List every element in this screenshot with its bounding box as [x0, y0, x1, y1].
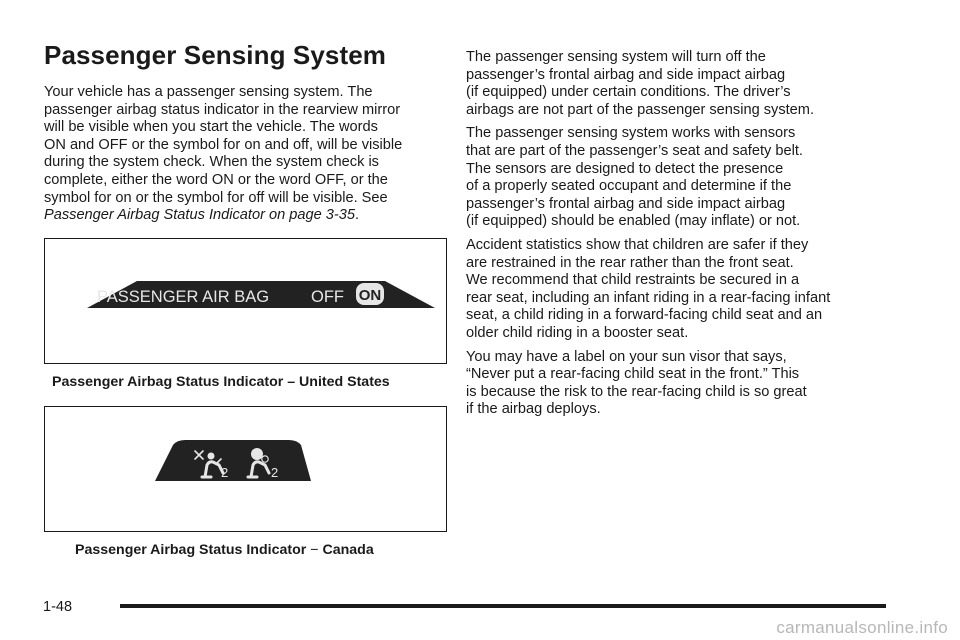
cross-reference-period: .	[355, 207, 360, 224]
text-line: “Never put a rear-facing child seat in the front.” This	[466, 366, 800, 383]
text-line: seat, a child riding in a forward-facing child seat and an	[466, 307, 823, 324]
text-line: are restrained in the rear rather than the front seat.	[466, 254, 794, 271]
right-column	[466, 49, 906, 425]
text-line: is because the risk to the rear-facing child is so great	[466, 383, 807, 400]
text-line: rear seat, including an infant riding in a rear-facing infant	[466, 289, 831, 306]
indicator-band	[155, 440, 311, 481]
figure-us-indicator	[44, 238, 447, 364]
intro-line: will be visible when you start the vehicle. The words	[44, 119, 378, 136]
indicator-off-text: OFF	[311, 288, 344, 306]
footer-rule	[120, 604, 886, 608]
paragraph-sensing-off	[466, 49, 906, 119]
caption-dash: −	[310, 542, 319, 558]
text-line: The passenger sensing system works with sensors	[466, 125, 796, 142]
text-line: airbags are not part of the passenger sensing system.	[466, 101, 815, 118]
text-line: passenger’s frontal airbag and side impact airbag	[466, 195, 786, 212]
text-line: that are part of the passenger’s seat and safety belt.	[466, 142, 803, 159]
canada-indicator-illustration	[45, 407, 446, 531]
seat-number-off: 2	[221, 465, 229, 480]
caption-text: Passenger Airbag Status Indicator	[75, 542, 307, 558]
text-line: Accident statistics show that children are safer if they	[466, 236, 809, 253]
intro-line: ON and OFF or the symbol for on and off, will be visible	[44, 136, 403, 153]
figure-canada-indicator	[44, 406, 447, 532]
watermark: carmanualsonline.info	[776, 618, 948, 637]
paragraph-sensors	[466, 125, 906, 231]
text-line: older child riding in a booster seat.	[466, 324, 689, 341]
cross-reference-link[interactable]: Passenger Airbag Status Indicator on page 3-35	[44, 207, 355, 224]
caption-country: Canada	[322, 542, 374, 558]
text-line: passenger’s frontal airbag and side impact airbag	[466, 66, 786, 83]
text-line: of a properly seated occupant and determine if the	[466, 178, 792, 195]
paragraph-sun-visor	[466, 349, 906, 419]
intro-line: during the system check. When the system check is	[44, 154, 379, 171]
intro-line: Your vehicle has a passenger sensing system. The	[44, 84, 373, 100]
text-line: The sensors are designed to detect the presence	[466, 160, 784, 177]
figure-canada-caption	[75, 542, 374, 558]
page-number: 1-48	[43, 599, 73, 615]
text-line: (if equipped) under certain conditions. The driver’s	[466, 84, 791, 101]
text-line: (if equipped) should be enabled (may inflate) or not.	[466, 213, 801, 230]
intro-line: symbol for on or the symbol for off will be visible. See	[44, 189, 388, 206]
intro-line: complete, either the word ON or the word OFF, or the	[44, 171, 388, 188]
cross-reference-line	[44, 207, 454, 225]
indicator-label: PASSENGER AIR BAG	[97, 288, 270, 306]
seat-number-on: 2	[271, 465, 279, 480]
paragraph-accident-statistics	[466, 237, 906, 343]
us-indicator-illustration	[45, 239, 446, 363]
indicator-on-text: ON	[358, 287, 382, 304]
left-column	[44, 84, 454, 231]
page-title: Passenger Sensing System	[44, 40, 386, 70]
text-line: We recommend that child restraints be secured in a	[466, 272, 800, 289]
text-line: You may have a label on your sun visor that says,	[466, 348, 787, 365]
text-line: The passenger sensing system will turn off the	[466, 49, 766, 65]
intro-line: passenger airbag status indicator in the rearview mirror	[44, 101, 401, 118]
text-line: if the airbag deploys.	[466, 401, 601, 418]
figure-us-caption: Passenger Airbag Status Indicator – United States	[52, 374, 390, 390]
intro-paragraph	[44, 84, 454, 225]
